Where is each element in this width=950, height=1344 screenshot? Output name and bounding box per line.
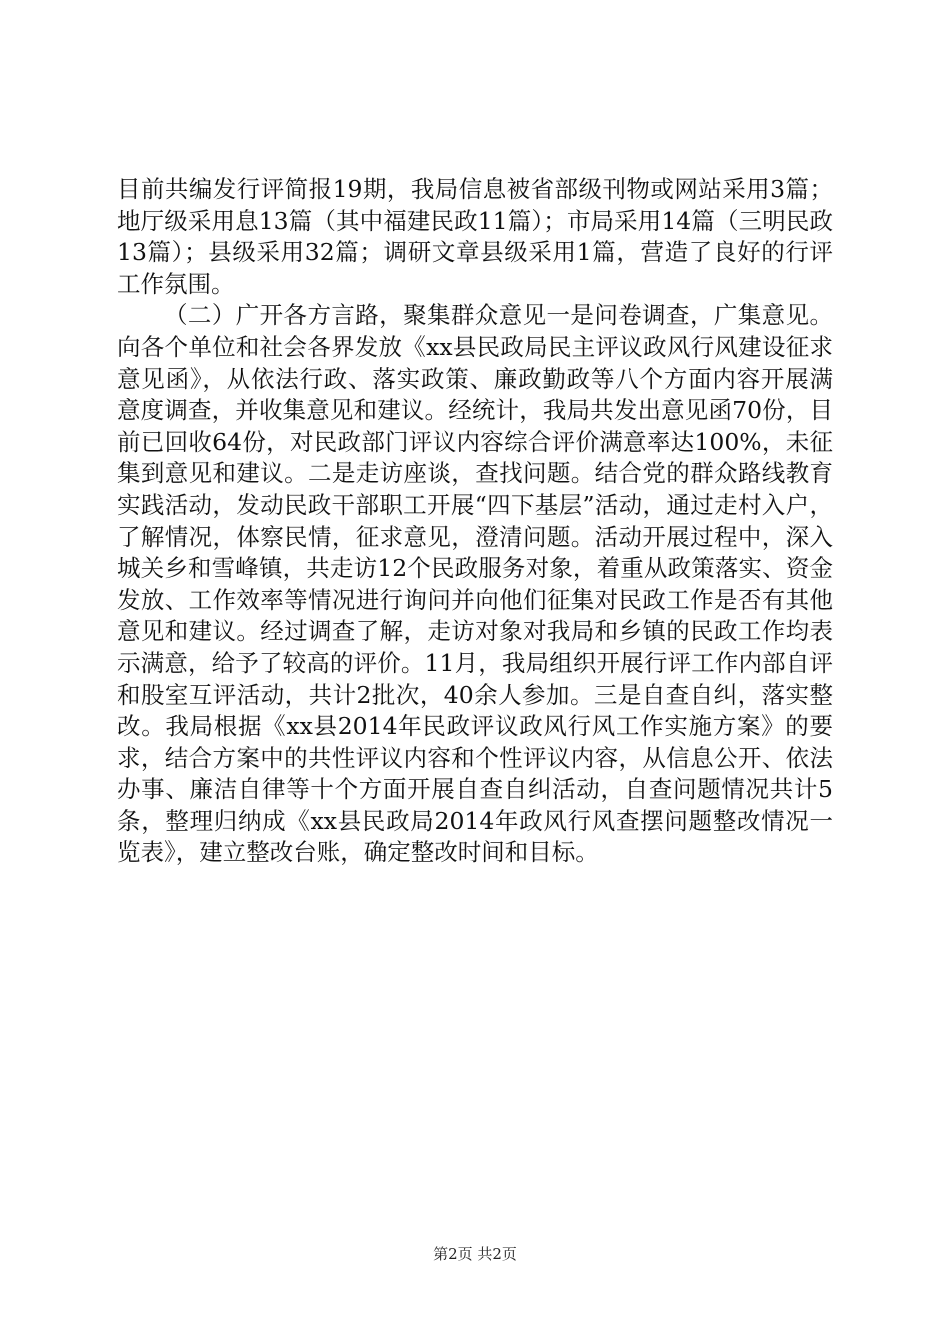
document-body: [117, 174, 833, 869]
paragraph-2: （二）广开各方言路，聚集群众意见一是问卷调查，广集意见。向各个单位和社会各界发放《xx县民政局民主评议政风行风建设征求意见函》，从依法行政、落实政策、廉政勤政等八个方面内容开展满意度调查，并收集意见和建议。经统计，我局共发出意见函70份，目前已回收64份，对民政部门评议内容综合评价满意率达100%，未征集到意见和建议。二是走访座谈，查找问题。结合党的群众路线教育实践活动，发动民政干部职工开展“四下基层”活动，通过走村入户，了解情况，体察民情，征求意见，澄清问题。活动开展过程中，深入城关乡和雪峰镇，共走访12个民政服务对象，着重从政策落实、资金发放、工作效率等情况进行询问并向他们征集对民政工作是否有其他意见和建议。经过调查了解，走访对象对我局和乡镇的民政工作均表示满意，给予了较高的评价。11月，我局组织开展行评工作内部自评和股室互评活动，共计2批次，40余人参加。三是自查自纠，落实整改。我局根据《xx县2014年民政评议政风行风工作实施方案》的要求，结合方案中的共性评议内容和个性评议内容，从信息公开、依法办事、廉洁自律等十个方面开展自查自纠活动，自查问题情况共计5条，整理归纳成《xx县民政局2014年政风行风查摆问题整改情况一览表》，建立整改台账，确定整改时间和目标。: [117, 301, 833, 867]
page-number-footer: 第2页 共2页: [433, 1245, 517, 1263]
paragraph-1: 目前共编发行评简报19期，我局信息被省部级刊物或网站采用3篇；地厅级采用息13篇（其中福建民政11篇）；市局采用14篇（三明民政13篇）；县级采用32篇；调研文章县级采用1篇，营造了良好的行评工作氛围。: [117, 175, 833, 298]
